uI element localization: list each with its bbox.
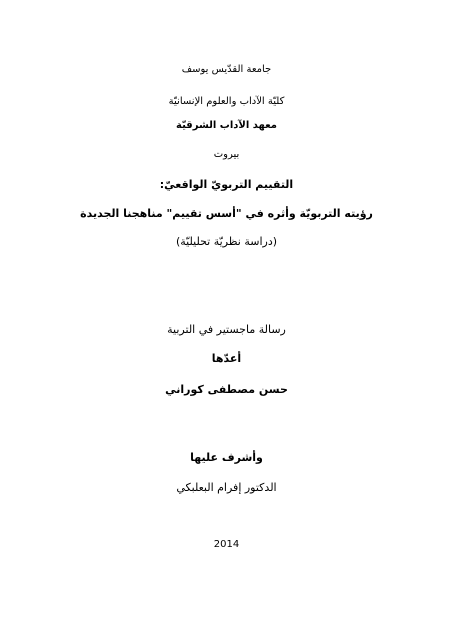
title-line-1: التقييم التربويّ الواقعيّ: (159, 178, 294, 191)
supervised-by-label: وأشرف عليها (190, 451, 263, 464)
degree-statement: رسالة ماجستير في التربية (167, 323, 286, 336)
author-name: حسن مصطفى كوراني (165, 383, 288, 396)
supervisor-name: الدكتور إفرام البعلبكي (176, 481, 277, 494)
institute-name: معهد الآداب الشرقيّة (176, 120, 277, 131)
prepared-by-label: أعدّها (211, 352, 242, 365)
year: 2014 (213, 539, 240, 550)
faculty-name: كليّة الآداب والعلوم الإنسانيّة (168, 96, 285, 107)
title-line-2: رؤيته التربويّة وأثره في "أسس تقييم" مناهجنا الجديدة (80, 207, 373, 220)
city-name: بيروت (213, 149, 240, 160)
university-name: جامعة القدّيس يوسف (181, 64, 272, 75)
subtitle: (دراسة نظريّة تحليليّة) (175, 235, 278, 248)
